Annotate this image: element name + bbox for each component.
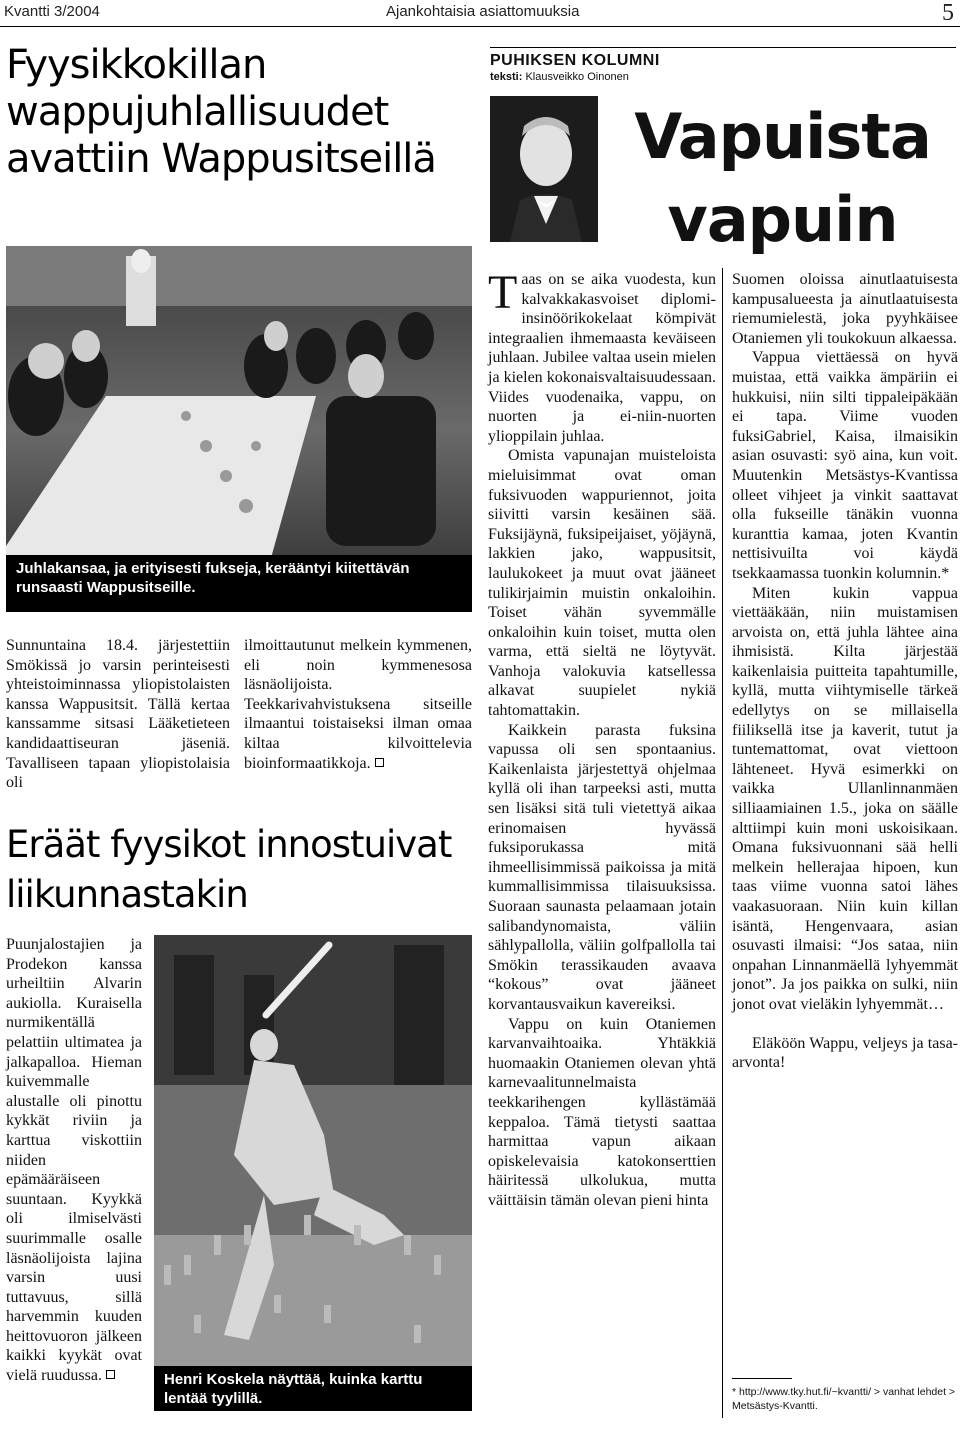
article1-col1 (6, 636, 230, 793)
article2-text-column (6, 935, 142, 1386)
footnote-rule (732, 1378, 792, 1379)
article1-headline: Fyysikkokillan wappujuhlallisuudet avattiin Wappusitseillä (6, 42, 436, 182)
column-kicker: PUHIKSEN KOLUMNI (490, 52, 660, 69)
section-label: Ajankohtaisia asiattomuuksia (386, 3, 580, 20)
author-portrait-image (490, 96, 598, 242)
article1-col2-text: ilmoittautunut melkein kymmenen, eli noin kymmenesosa läsnäolijoista. Teekkarivahvistuksena sitseille ilmaantui toistaiseksi ilman omaa kiltaa kilvoittelevia bioinformaatikkoja. (244, 637, 472, 772)
end-mark-icon (106, 1370, 115, 1379)
column-col1-p3: Kaikkein parasta fuksina vapussa oli sen spontaanius. Kaikenlaista järjestettyä ohjelmaa kyllä oli ihan tarpeeksi asti, mutta sen lisäksi sitä tuli vietettyä aikaa erinomaisen hyvässä fuksiporukassa mitä ihmeellisimmissä paikoissa ja mitä kummallisimmissa tilaisuuksissa. Suoraan saunasta pelaamaan jotain salibandynomaista, väliin sählypallolla, väliin golfpallolla tai Smökin terassikauden avaava “kokous” ovat jääneet korvantausvaikun kavereiksi. (488, 721, 716, 1013)
column-col1-p1: aas on se aika vuodesta, kun kalvakkakasvoiset diplomi-insinöörikokelaat kömpivät integraalien ihmemaasta keväiseen juhlaan. Jubilee valtaa usein mielen ja kielen kokonaisvaltaisuudessaan. Viides vuodenaika, vappu, on nuorten ja ei-niin-nuorten ylioppilain juhlaa. (488, 271, 716, 445)
column-col1-p2: Omista vapunajan muisteloista mieluisimmat ovat oman fuksivuoden wappuriennot, joita siivitti varsin kesäinen sää. Fuksijäynä, fuksipeijaiset, yöjäynä, lakkien jako, wappusitsit, laulukokeet ja muut ovat jääneet tulikirjaimin muistin onkaloihin. Toiset vähän syvemmälle onkaloihin kuin toiset, mutta olen varma, että sieltä ne löytyvät. Vanhoja valokuvia katsellessa alkavat suupielet nykiä tahtomattakin. (488, 447, 716, 720)
column-divider (722, 268, 723, 1418)
column-col2-p1: Suomen oloissa ainutlaatuisesta kampusalueesta ja ainutlaatuisesta riemumielestä, joka pyyhkäisee Otaniemen yli toukokuun alkaessa. (732, 271, 958, 347)
article1-col2 (244, 636, 472, 773)
kyykka-photo-caption: Henri Koskela näyttää, kuinka karttu lentää tyylillä. (154, 1366, 472, 1411)
column-col2 (732, 270, 958, 1073)
header-rule (0, 26, 960, 27)
article2-text: Puunjalostajien ja Prodekon kanssa urheiltiin Alvarin aukiolla. Kuraisella nurmikentällä pelattiin ultimatea ja jalkapalloa. Hieman kuivemmalle alustalle oli pinottu kykkät riviin ja karttua viskottiin niiden epämääräiseen suuntaan. Kyykkä oli ilmiselvästi suurimmalle osalle läsnäolijoista lajina varsin uusi tuttavuus, sillä harvemmin kuuden heittovuoron jälkeen kaikki kyykät ovat vielä ruudussa. (6, 936, 142, 1385)
column-col1 (488, 266, 716, 1211)
issue-label: Kvantti 3/2004 (4, 3, 100, 20)
author-portrait (490, 96, 598, 242)
column-col1-p4: Vappu on kuin Otaniemen karvanvaihtoaika. Yhtäkkiä huomaakin Otaniemen olevan yhtä karnevaalitunnelmaista teekkarihengen kyllästämää keppaloa. Tämä tietysti saattaa harmittaa vapun aikaan opiskelevaisia katokonserttien häiritessä ulkolukua, mutta väittäisin tämän olevan pieni hinta (488, 1015, 716, 1209)
end-mark-icon (375, 758, 384, 767)
page-header (0, 0, 960, 26)
byline-name: Klausveikko Oinonen (525, 71, 629, 83)
column-col2-p3: Miten kukin vappua viettääkään, niin muistamisen arvoista on, että juhla lähtee aina ihmisistä. Kilta järjestää kaikenlaisia puitteita tapahtumille, kyllä, mutta viihtymiselle tärkeä edellytys on se millaisella fiiliksellä itse ja kaverit, tutut ja tuntemattomat, ovat viettoon lähteneet. Hyvä esimerkki on vaikka Ullanlinnanmäen silliaamiainen 1.5., joka on säälle alttiimpi kuin moni uskoisikaan. Omana fuksivuonnani sää helli melkein hellerajaa hipoen, kun taas viime vuonna satoi lähes vaakasuoraan. Niin kuin killan isäntä, Hengenvaara, asian osuvasti ilmaisi: “Jos sataa, niin onpahan Linnanmäellä lyhyemmät jonot”. Ja jos paikka on sulki, niin jonot ovat vieläkin lyhyemmät… (732, 584, 958, 1013)
column-dropcap: T (488, 266, 518, 319)
article2-headline: Eräät fyysikot innostuivat liikunnastakin (6, 823, 452, 916)
column-footnote: * http://www.tky.hut.fi/~kvantti/ > vanhat lehdet > Metsästys-Kvantti. (732, 1386, 956, 1412)
kyykka-photo (154, 935, 472, 1411)
column-col2-p4: Eläköön Wappu, veljeys ja tasa-arvonta! (732, 1034, 958, 1072)
article1-col1-text: Sunnuntaina 18.4. järjestettiin Smökissä jo varsin perinteisesti yhteistoiminnassa yliopistolaisten kanssa Wappusitsit. Tällä kertaa kanssamme sitsasi Lääketieteen kandidaattiseuran jäseniä. Tavalliseen tapaan yliopistolaisia oli (6, 637, 230, 792)
column-title: Vapuista vapuin (634, 100, 931, 256)
page-number: 5 (942, 0, 954, 26)
kyykka-photo-image (154, 935, 472, 1411)
dinner-photo-caption: Juhlakansaa, ja erityisesti fukseja, kerääntyi kiitettävän runsaasti Wappusitseille. (6, 555, 472, 612)
byline-label: teksti: (490, 71, 523, 83)
column-col2-p2: Vappua viettäessä on hyvä muistaa, että vaikka ämpäriin ei hukkuisi, niin silti tippaleipäkään ei tapa. Viime vuoden fuksiGabriel, Kaisa, ilmaisikin asian osuvasti: syö aina, kun voit. Muutenkin Metsästys-Kvantissa olleet vihjeet ja vinkit saattavat olla fukseille tänäkin vuonna kuranttia kamaa, joten Kvantin nettisivuilta voi käydä tsekkaamassa tuonkin kolumnin.* (732, 349, 958, 582)
column-header (490, 47, 956, 83)
column-byline (490, 71, 956, 83)
